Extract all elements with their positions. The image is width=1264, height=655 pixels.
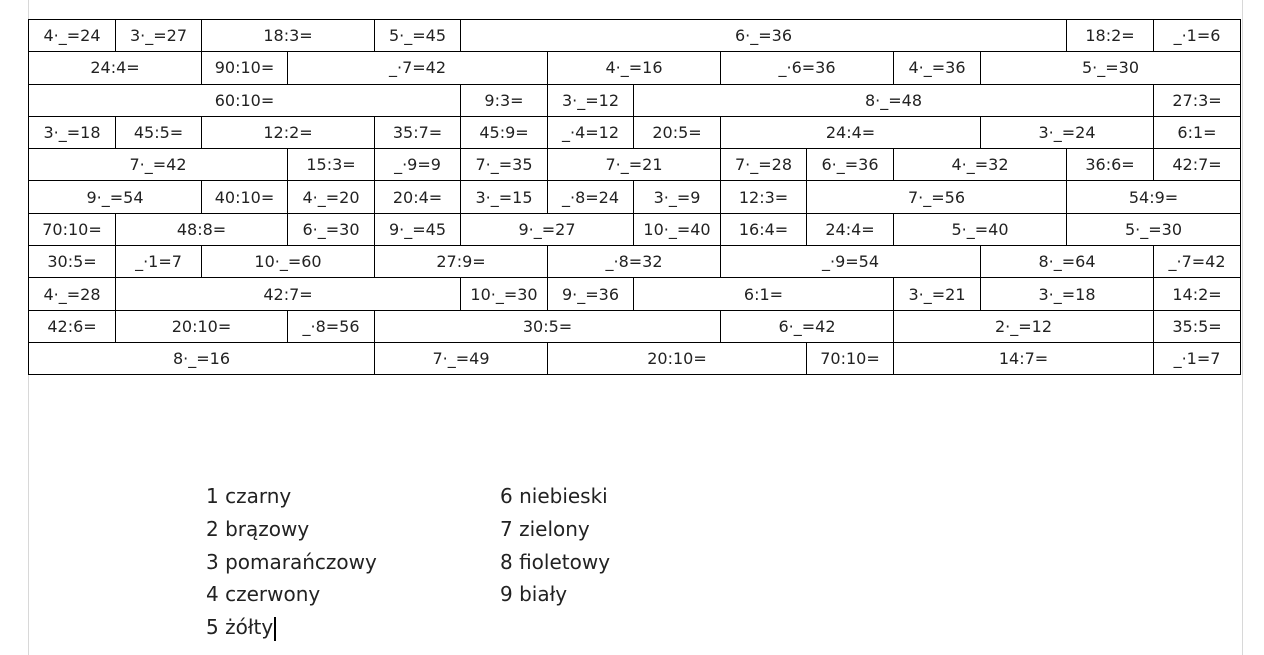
grid-cell[interactable]: 3·_=9: [634, 181, 721, 213]
grid-row: [29, 149, 1241, 181]
grid-cell[interactable]: 5·_=40: [894, 213, 1067, 245]
legend-item-5-text: 5 żółty: [206, 615, 274, 640]
grid-cell[interactable]: 14:7=: [894, 342, 1154, 374]
grid-cell[interactable]: 4·_=24: [29, 20, 116, 52]
grid-cell[interactable]: _·9=54: [721, 246, 981, 278]
legend-item-1: 1 czarny: [206, 484, 292, 508]
grid-cell[interactable]: 6·_=36: [461, 20, 1067, 52]
text-cursor: [274, 617, 276, 641]
grid-cell[interactable]: 14:2=: [1154, 278, 1241, 310]
grid-cell[interactable]: 7·_=21: [548, 149, 721, 181]
grid-cell[interactable]: 2·_=12: [894, 310, 1154, 342]
grid-row: [29, 52, 1241, 84]
grid-cell[interactable]: 40:10=: [202, 181, 288, 213]
grid-cell[interactable]: 3·_=27: [116, 20, 202, 52]
grid-body: [29, 20, 1241, 375]
grid-cell[interactable]: _·9=9: [375, 149, 461, 181]
grid-cell[interactable]: 3·_=24: [981, 116, 1154, 148]
grid-cell[interactable]: 5·_=45: [375, 20, 461, 52]
grid-cell[interactable]: 35:5=: [1154, 310, 1241, 342]
grid-cell[interactable]: 36:6=: [1067, 149, 1154, 181]
legend-column-1: [206, 480, 377, 644]
grid-cell[interactable]: 90:10=: [202, 52, 288, 84]
grid-cell[interactable]: _·1=6: [1154, 20, 1241, 52]
grid-cell[interactable]: 7·_=28: [721, 149, 807, 181]
grid-cell[interactable]: 7·_=49: [375, 342, 548, 374]
grid-row: [29, 84, 1241, 116]
grid-cell[interactable]: 4·_=36: [894, 52, 981, 84]
grid-cell[interactable]: 7·_=42: [29, 149, 288, 181]
grid-cell[interactable]: 12:3=: [721, 181, 807, 213]
grid-cell[interactable]: 42:6=: [29, 310, 116, 342]
legend-item-7: 7 zielony: [500, 516, 590, 541]
grid-cell[interactable]: 4·_=32: [894, 149, 1067, 181]
math-color-grid: [28, 19, 1241, 375]
grid-cell[interactable]: 20:5=: [634, 116, 721, 148]
grid-cell[interactable]: 3·_=21: [894, 278, 981, 310]
grid-cell[interactable]: 24:4=: [29, 52, 202, 84]
grid-cell[interactable]: 18:3=: [202, 20, 375, 52]
grid-cell[interactable]: 9·_=27: [461, 213, 634, 245]
grid-cell[interactable]: 45:5=: [116, 116, 202, 148]
grid-cell[interactable]: 42:7=: [1154, 149, 1241, 181]
grid-cell[interactable]: 6·_=30: [288, 213, 375, 245]
grid-cell[interactable]: 9·_=45: [375, 213, 461, 245]
legend-item-9: 9 biały: [500, 582, 568, 607]
grid-cell[interactable]: 6:1=: [634, 278, 894, 310]
grid-row: [29, 246, 1241, 278]
grid-row: [29, 213, 1241, 245]
legend-item-4: 4 czerwony: [206, 582, 321, 607]
grid-cell[interactable]: 24:4=: [721, 116, 981, 148]
grid-cell[interactable]: 10·_=60: [202, 246, 375, 278]
grid-cell[interactable]: _·7=42: [288, 52, 548, 84]
grid-cell[interactable]: 16:4=: [721, 213, 807, 245]
grid-cell[interactable]: 8·_=48: [634, 84, 1154, 116]
grid-cell[interactable]: 5·_=30: [981, 52, 1241, 84]
grid-cell[interactable]: _·1=7: [1154, 342, 1241, 374]
grid-row: [29, 342, 1241, 374]
legend-item-5[interactable]: [206, 611, 377, 644]
grid-cell[interactable]: _·8=56: [288, 310, 375, 342]
grid-row: [29, 278, 1241, 310]
grid-cell[interactable]: 9:3=: [461, 84, 548, 116]
grid-cell[interactable]: 24:4=: [807, 213, 894, 245]
grid-cell[interactable]: 4·_=20: [288, 181, 375, 213]
grid-cell[interactable]: 4·_=16: [548, 52, 721, 84]
grid-cell[interactable]: 45:9=: [461, 116, 548, 148]
grid-cell[interactable]: 35:7=: [375, 116, 461, 148]
grid-cell[interactable]: 27:3=: [1154, 84, 1241, 116]
grid-cell[interactable]: 8·_=16: [29, 342, 375, 374]
grid-cell[interactable]: 12:2=: [202, 116, 375, 148]
grid-cell[interactable]: 20:10=: [548, 342, 807, 374]
grid-cell[interactable]: 3·_=12: [548, 84, 634, 116]
legend-item-8: 8 fioletowy: [500, 549, 611, 574]
grid-cell[interactable]: 42:7=: [116, 278, 461, 310]
grid-cell[interactable]: 3·_=18: [29, 116, 116, 148]
grid-cell[interactable]: _·8=32: [548, 246, 721, 278]
grid-cell[interactable]: _·6=36: [721, 52, 894, 84]
grid-cell[interactable]: 27:9=: [375, 246, 548, 278]
grid-cell[interactable]: 10·_=40: [634, 213, 721, 245]
grid-cell[interactable]: 48:8=: [116, 213, 288, 245]
grid-cell[interactable]: 4·_=28: [29, 278, 116, 310]
legend-item-2: 2 brązowy: [206, 516, 310, 541]
grid-cell[interactable]: 30:5=: [375, 310, 721, 342]
grid-cell[interactable]: 8·_=64: [981, 246, 1154, 278]
grid-row: [29, 116, 1241, 148]
legend-item-3: 3 pomarańczowy: [206, 549, 377, 574]
grid-cell[interactable]: 6·_=36: [807, 149, 894, 181]
grid-cell[interactable]: 18:2=: [1067, 20, 1154, 52]
grid-cell[interactable]: 20:4=: [375, 181, 461, 213]
grid-cell[interactable]: 20:10=: [116, 310, 288, 342]
grid-cell[interactable]: 70:10=: [29, 213, 116, 245]
grid-cell[interactable]: 10·_=30: [461, 278, 548, 310]
legend-item-6: 6 niebieski: [500, 484, 608, 508]
grid-cell[interactable]: 70:10=: [807, 342, 894, 374]
grid-cell[interactable]: 6:1=: [1154, 116, 1241, 148]
grid-cell[interactable]: _·8=24: [548, 181, 634, 213]
grid-cell[interactable]: _·4=12: [548, 116, 634, 148]
legend-column-2: [500, 480, 610, 611]
grid-cell[interactable]: 3·_=15: [461, 181, 548, 213]
grid-cell[interactable]: 9·_=54: [29, 181, 202, 213]
grid-cell[interactable]: 6·_=42: [721, 310, 894, 342]
grid-cell[interactable]: 30:5=: [29, 246, 116, 278]
grid-cell[interactable]: 60:10=: [29, 84, 461, 116]
grid-cell[interactable]: 7·_=56: [807, 181, 1067, 213]
grid-cell[interactable]: 9·_=36: [548, 278, 634, 310]
grid-cell[interactable]: 7·_=35: [461, 149, 548, 181]
grid-cell[interactable]: 54:9=: [1067, 181, 1241, 213]
grid-cell[interactable]: _·7=42: [1154, 246, 1241, 278]
grid-cell[interactable]: _·1=7: [116, 246, 202, 278]
grid-row: [29, 310, 1241, 342]
grid-row: [29, 20, 1241, 52]
grid-cell[interactable]: 5·_=30: [1067, 213, 1241, 245]
grid-cell[interactable]: 3·_=18: [981, 278, 1154, 310]
grid-row: [29, 181, 1241, 213]
grid-cell[interactable]: 15:3=: [288, 149, 375, 181]
